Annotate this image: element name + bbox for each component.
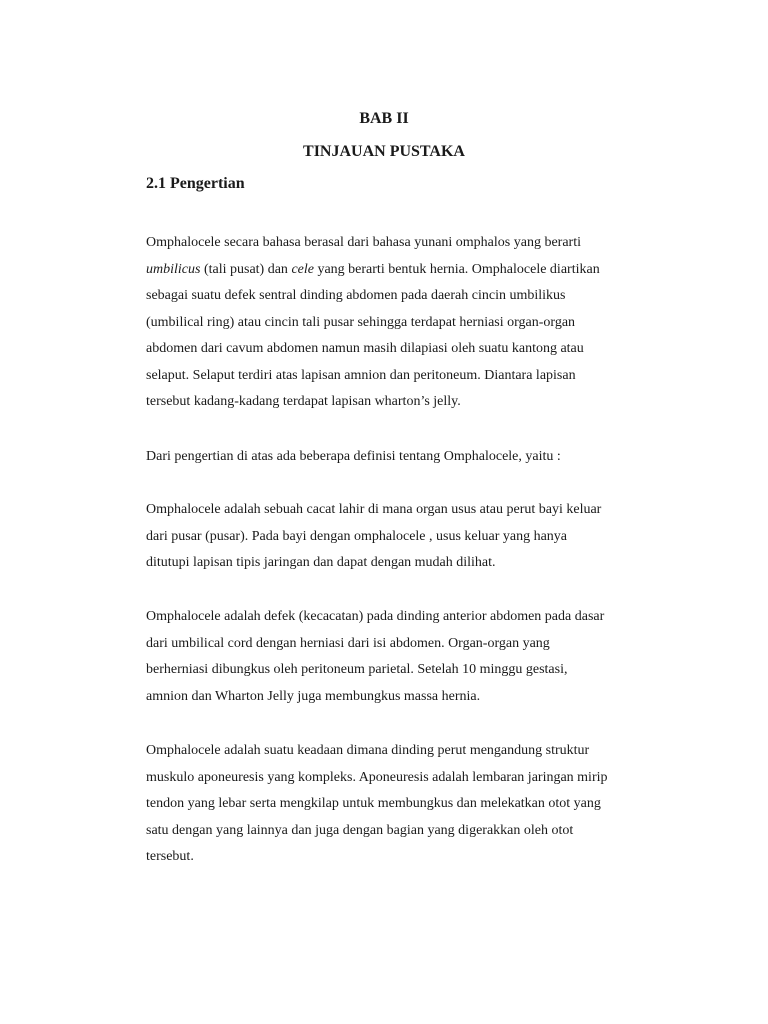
paragraph-definition-intro <box>146 230 666 416</box>
paragraph-line: dari umbilical cord dengan herniasi dari isi abdomen. Organ-organ yang <box>146 635 550 651</box>
paragraph-line: ditutupi lapisan tipis jaringan dan dapat dengan mudah dilihat. <box>146 555 496 570</box>
section-heading: 2.1 Pengertian <box>146 175 245 192</box>
paragraph-line: Omphalocele adalah defek (kecacatan) pada dinding anterior abdomen pada dasar <box>146 609 605 624</box>
paragraph-line: berherniasi dibungkus oleh peritoneum parietal. Setelah 10 minggu gestasi, <box>146 662 568 677</box>
paragraph-line: Omphalocele secara bahasa berasal dari bahasa yunani omphalos yang berarti <box>146 235 581 250</box>
paragraph-line: selaput. Selaput terdiri atas lapisan amnion dan peritoneum. Diantara lapisan <box>146 367 576 383</box>
paragraph-definition-2 <box>146 604 666 710</box>
paragraph-line: muskulo aponeuresis yang kompleks. Aponeuresis adalah lembaran jaringan mirip <box>146 769 608 785</box>
paragraph-line: Omphalocele adalah sebuah cacat lahir di mana organ usus atau perut bayi keluar <box>146 502 602 517</box>
paragraph-line: dari pusar (pusar). Pada bayi dengan omphalocele , usus keluar yang hanya <box>146 528 568 544</box>
paragraph-line <box>146 257 666 284</box>
term-umbilicus: umbilicus <box>146 261 201 277</box>
paragraph-definition-1 <box>146 497 666 577</box>
line-text: (tali pusat) dan <box>200 261 292 277</box>
paragraph-definition-3 <box>146 738 666 871</box>
paragraph-line: tendon yang lebar serta mengkilap untuk membungkus dan melekatkan otot yang <box>146 796 601 811</box>
paragraph-line: Dari pengertian di atas ada beberapa definisi tentang Omphalocele, yaitu : <box>146 449 561 464</box>
paragraph-line: (umbilical ring) atau cincin tali pusar sehingga terdapat herniasi organ-organ <box>146 314 576 330</box>
paragraph-line: tersebut. <box>146 849 194 864</box>
paragraph-line: abdomen dari cavum abdomen namun masih dilapiasi oleh suatu kantong atau <box>146 341 584 356</box>
paragraph-line: sebagai suatu defek sentral dinding abdomen pada daerah cincin umbilikus <box>146 288 566 303</box>
term-cele: cele <box>291 261 314 277</box>
paragraph-line: satu dengan yang lainnya dan juga dengan bagian yang digerakkan oleh otot <box>146 822 574 838</box>
paragraph-line: tersebut kadang-kadang terdapat lapisan wharton’s jelly. <box>146 394 461 409</box>
paragraph-line: amnion dan Wharton Jelly juga membungkus massa hernia. <box>146 688 481 704</box>
chapter-number: BAB II <box>359 110 409 127</box>
line-text: yang berarti bentuk hernia. Omphalocele diartikan <box>313 261 600 277</box>
paragraph-definitions-lead <box>146 444 666 471</box>
chapter-title: TINJAUAN PUSTAKA <box>303 143 465 160</box>
paragraph-line: Omphalocele adalah suatu keadaan dimana dinding perut mengandung struktur <box>146 743 590 758</box>
